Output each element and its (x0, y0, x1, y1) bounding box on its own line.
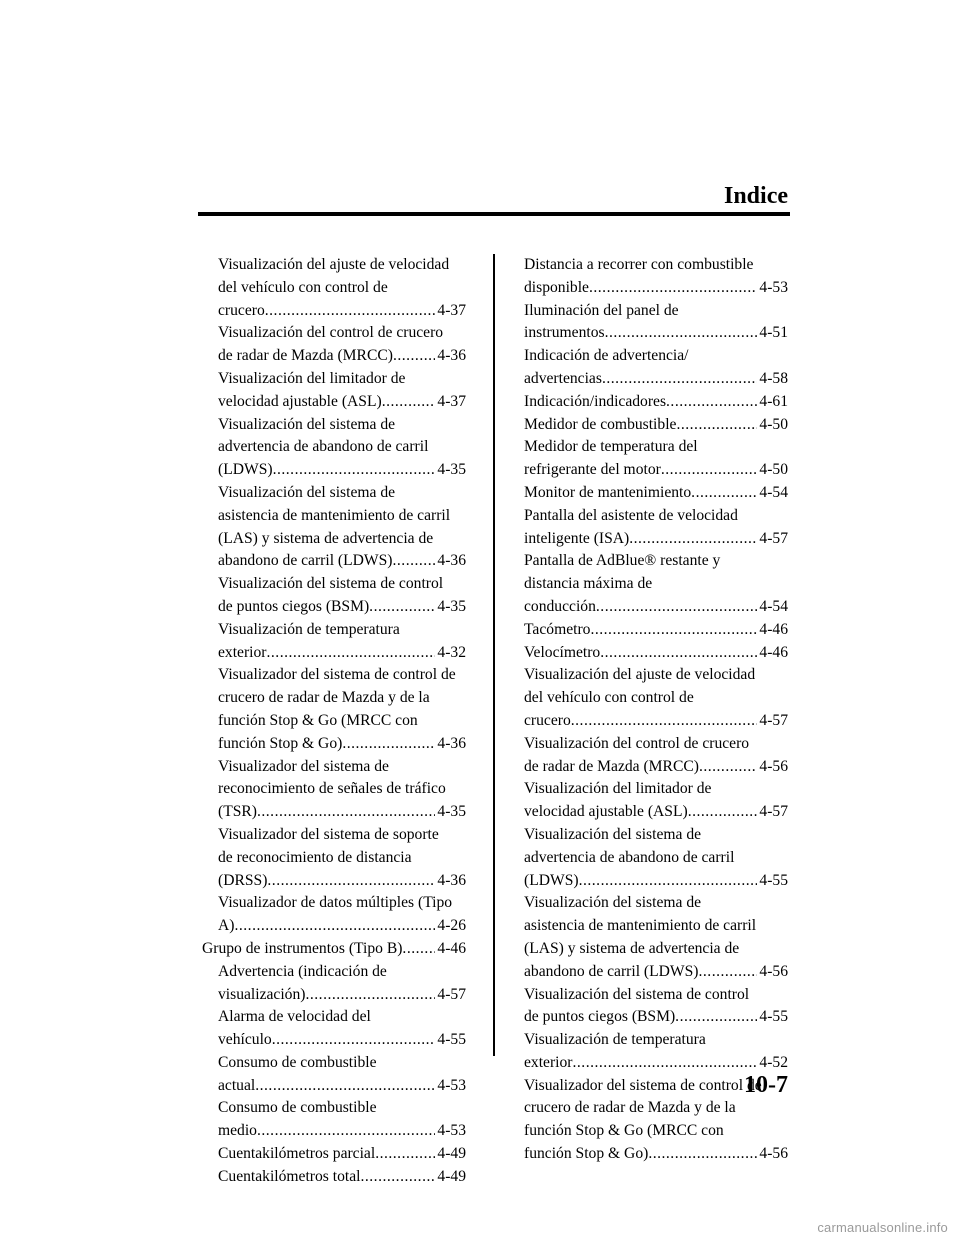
index-entry[interactable] (202, 573, 466, 619)
index-entry[interactable] (524, 664, 788, 732)
entry-term: Tacómetro ..... (524, 619, 757, 642)
entry-term: de puntos ciegos (BSM) ..... (218, 596, 435, 619)
entry-text-line: Pantalla del asistente de velocidad (524, 506, 738, 524)
index-entry[interactable] (524, 254, 788, 300)
entry-page-ref[interactable]: 4-53 (437, 1076, 466, 1094)
entry-term: Velocímetro ..... (524, 642, 757, 665)
index-entry[interactable] (524, 619, 788, 642)
entry-page-ref[interactable]: 4-32 (437, 643, 466, 661)
index-entry[interactable] (524, 414, 788, 437)
entry-term: velocidad ajustable (ASL) ..... (524, 801, 757, 824)
entry-page-ref[interactable]: 4-46 (759, 620, 788, 638)
index-entry[interactable] (524, 1029, 788, 1075)
entry-page-ref[interactable]: 4-52 (759, 1053, 788, 1071)
entry-text-line: Iluminación del panel de (524, 301, 679, 319)
entry-text-line: Alarma de velocidad del (218, 1008, 371, 1026)
entry-term: advertencias ..... (524, 368, 757, 391)
entry-text-line: advertencia de abandono de carril (218, 438, 429, 456)
entry-text-line: del vehículo con control de (218, 278, 388, 296)
entry-term: vehículo ..... (218, 1029, 435, 1052)
entry-text-line: del vehículo con control de (524, 689, 694, 707)
entry-page-ref[interactable]: 4-50 (759, 461, 788, 479)
entry-text-line: reconocimiento de señales de tráfico (218, 780, 446, 798)
entry-term: visualización) ..... (218, 984, 435, 1007)
index-entry[interactable] (524, 550, 788, 618)
entry-term: abandono de carril (LDWS) ..... (218, 550, 435, 573)
entry-page-ref[interactable]: 4-54 (759, 483, 788, 501)
entry-text-line: Visualización de temperatura (524, 1031, 706, 1049)
index-entry[interactable] (524, 824, 788, 892)
index-entry[interactable] (524, 345, 788, 391)
section-title: Indice (723, 183, 788, 209)
entry-page-ref[interactable]: 4-56 (759, 1145, 788, 1163)
index-entry[interactable] (524, 642, 788, 665)
index-entry[interactable] (524, 300, 788, 346)
index-entry[interactable] (202, 619, 466, 665)
entry-term: Grupo de instrumentos (Tipo B) ..... (202, 938, 435, 961)
entry-term: Cuentakilómetros total ..... (218, 1166, 435, 1189)
entry-page-ref[interactable]: 4-36 (437, 871, 466, 889)
entry-text-line: Medidor de temperatura del (524, 438, 698, 456)
entry-term: A) ..... (218, 915, 435, 938)
entry-page-ref[interactable]: 4-53 (437, 1122, 466, 1140)
index-entry[interactable] (202, 756, 466, 824)
entry-page-ref[interactable]: 4-57 (437, 985, 466, 1003)
entry-page-ref[interactable]: 4-56 (759, 962, 788, 980)
entry-text-line: Visualización del sistema de control (524, 985, 750, 1003)
entry-text-line: crucero de radar de Mazda y de la (218, 689, 430, 707)
index-entry[interactable] (202, 664, 466, 755)
entry-term: de radar de Mazda (MRCC) ..... (218, 345, 435, 368)
entry-page-ref[interactable]: 4-54 (759, 597, 788, 615)
entry-term: inteligente (ISA) ..... (524, 528, 757, 551)
entry-text-line: Visualización del sistema de (218, 483, 396, 501)
page-number: 10-7 (744, 1072, 788, 1098)
index-entry[interactable] (524, 892, 788, 983)
entry-page-ref[interactable]: 4-26 (437, 917, 466, 935)
index-entry[interactable] (202, 1006, 466, 1052)
entry-term: Monitor de mantenimiento ..... (524, 482, 757, 505)
entry-page-ref[interactable]: 4-46 (437, 939, 466, 957)
entry-page-ref[interactable]: 4-55 (759, 1008, 788, 1026)
entry-text-line: Visualizador del sistema de (218, 757, 389, 775)
entry-page-ref[interactable]: 4-53 (759, 278, 788, 296)
entry-page-ref[interactable]: 4-50 (759, 415, 788, 433)
entry-term: crucero ..... (524, 710, 757, 733)
index-entry[interactable] (524, 984, 788, 1030)
index-entry[interactable] (202, 961, 466, 1007)
entry-text-line: Visualización del control de crucero (218, 324, 444, 342)
entry-page-ref[interactable]: 4-37 (437, 392, 466, 410)
index-entry[interactable] (524, 505, 788, 551)
entry-page-ref[interactable]: 4-46 (759, 643, 788, 661)
entry-term: función Stop & Go) ..... (524, 1143, 757, 1166)
entry-text-line: Consumo de combustible (218, 1099, 377, 1117)
index-entry[interactable] (524, 733, 788, 779)
entry-page-ref[interactable]: 4-61 (759, 392, 788, 410)
entry-text-line: Visualizador del sistema de soporte (218, 825, 439, 843)
entry-text-line: asistencia de mantenimiento de carril (218, 506, 451, 524)
entry-term: instrumentos ..... (524, 322, 757, 345)
entry-term: conducción ..... (524, 596, 757, 619)
entry-text-line: Visualizador del sistema de control de (524, 1076, 762, 1094)
entry-term: Medidor de combustible ..... (524, 414, 757, 437)
index-entry[interactable] (524, 482, 788, 505)
entry-text-line: Visualización del limitador de (524, 780, 712, 798)
entry-term: función Stop & Go) ..... (218, 733, 435, 756)
entry-text-line: Distancia a recorrer con combustible (524, 256, 754, 273)
entry-text-line: Consumo de combustible (218, 1053, 377, 1071)
entry-page-ref[interactable]: 4-49 (437, 1167, 466, 1185)
entry-page-ref[interactable]: 4-36 (437, 347, 466, 365)
entry-term: de puntos ciegos (BSM) ..... (524, 1006, 757, 1029)
index-entry[interactable] (202, 1143, 466, 1166)
index-entry[interactable] (202, 1097, 466, 1143)
entry-text-line: Visualización de temperatura (218, 620, 400, 638)
entry-text-line: Visualización del sistema de control (218, 575, 444, 593)
entry-page-ref[interactable]: 4-55 (437, 1031, 466, 1049)
entry-text-line: Visualización del sistema de (524, 825, 702, 843)
entry-page-ref[interactable]: 4-36 (437, 552, 466, 570)
entry-term: Cuentakilómetros parcial ..... (218, 1143, 435, 1166)
entry-text-line: Visualización del control de crucero (524, 734, 750, 752)
entry-text-line: Visualización del sistema de (218, 415, 396, 433)
entry-text-line: crucero de radar de Mazda y de la (524, 1099, 736, 1117)
entry-text-line: Indicación de advertencia/ (524, 347, 689, 365)
entry-text-line: Visualización del limitador de (218, 369, 406, 387)
entry-page-ref[interactable]: 4-37 (437, 301, 466, 319)
entry-text-line: Pantalla de AdBlue® restante y (524, 552, 721, 570)
entry-text-line: Visualización del ajuste de velocidad (218, 256, 450, 273)
entry-page-ref[interactable]: 4-35 (437, 597, 466, 615)
entry-text-line: Visualizador de datos múltiples (Tipo (218, 894, 453, 912)
entry-text-line: advertencia de abandono de carril (524, 848, 735, 866)
entry-page-ref[interactable]: 4-57 (759, 711, 788, 729)
entry-text-line: función Stop & Go (MRCC con (524, 1122, 724, 1140)
entry-term: actual ..... (218, 1075, 435, 1098)
entry-term: (DRSS) ..... (218, 870, 435, 893)
index-entry[interactable] (202, 368, 466, 414)
entry-term: (LDWS) ..... (524, 870, 757, 893)
entry-term: de radar de Mazda (MRCC) ..... (524, 756, 757, 779)
index-entry[interactable] (202, 938, 466, 961)
index-entry[interactable] (524, 391, 788, 414)
index-entry[interactable] (202, 892, 466, 938)
entry-text-line: distancia máxima de (524, 575, 653, 593)
entry-term: disponible ..... (524, 277, 757, 300)
entry-term: crucero ..... (218, 300, 435, 323)
index-entry[interactable] (202, 414, 466, 482)
entry-page-ref[interactable]: 4-35 (437, 461, 466, 479)
entry-term: medio ..... (218, 1120, 435, 1143)
entry-page-ref[interactable]: 4-56 (759, 757, 788, 775)
index-entry[interactable] (202, 1052, 466, 1098)
index-entry[interactable] (202, 254, 466, 322)
entry-term: velocidad ajustable (ASL) ..... (218, 391, 435, 414)
entry-page-ref[interactable]: 4-49 (437, 1145, 466, 1163)
entry-text-line: Visualización del sistema de (524, 894, 702, 912)
index-entry[interactable] (202, 482, 466, 573)
entry-text-line: función Stop & Go (MRCC con (218, 711, 418, 729)
entry-page-ref[interactable]: 4-57 (759, 529, 788, 547)
entry-page-ref[interactable]: 4-58 (759, 369, 788, 387)
entry-text-line: Visualizador del sistema de control de (218, 666, 456, 684)
entry-page-ref[interactable]: 4-55 (759, 871, 788, 889)
entry-page-ref[interactable]: 4-35 (437, 803, 466, 821)
index-column-left (202, 254, 466, 1189)
entry-term: abandono de carril (LDWS) ..... (524, 961, 757, 984)
header-rule (198, 212, 790, 216)
entry-text-line: (LAS) y sistema de advertencia de (218, 529, 434, 547)
entry-term: exterior ..... (218, 642, 435, 665)
column-divider (493, 254, 495, 1056)
entry-term: Indicación/indicadores ..... (524, 391, 757, 414)
entry-text-line: (LAS) y sistema de advertencia de (524, 939, 740, 957)
entry-text-line: Advertencia (indicación de (218, 962, 387, 980)
index-column-right (524, 254, 788, 1166)
entry-term: refrigerante del motor ..... (524, 459, 757, 482)
entry-page-ref[interactable]: 4-51 (759, 324, 788, 342)
entry-page-ref[interactable]: 4-57 (759, 803, 788, 821)
watermark: carmanualsonline.info (817, 1220, 948, 1235)
index-entry[interactable] (524, 778, 788, 824)
entry-text-line: asistencia de mantenimiento de carril (524, 917, 757, 935)
entry-text-line: Visualización del ajuste de velocidad (524, 666, 756, 684)
entry-term: exterior ..... (524, 1052, 757, 1075)
entry-text-line: de reconocimiento de distancia (218, 848, 412, 866)
index-entry[interactable] (524, 436, 788, 482)
index-entry[interactable] (202, 322, 466, 368)
index-entry[interactable] (202, 824, 466, 892)
index-entry[interactable] (202, 1166, 466, 1189)
entry-term: (TSR) ..... (218, 801, 435, 824)
entry-page-ref[interactable]: 4-36 (437, 734, 466, 752)
entry-term: (LDWS) ..... (218, 459, 435, 482)
